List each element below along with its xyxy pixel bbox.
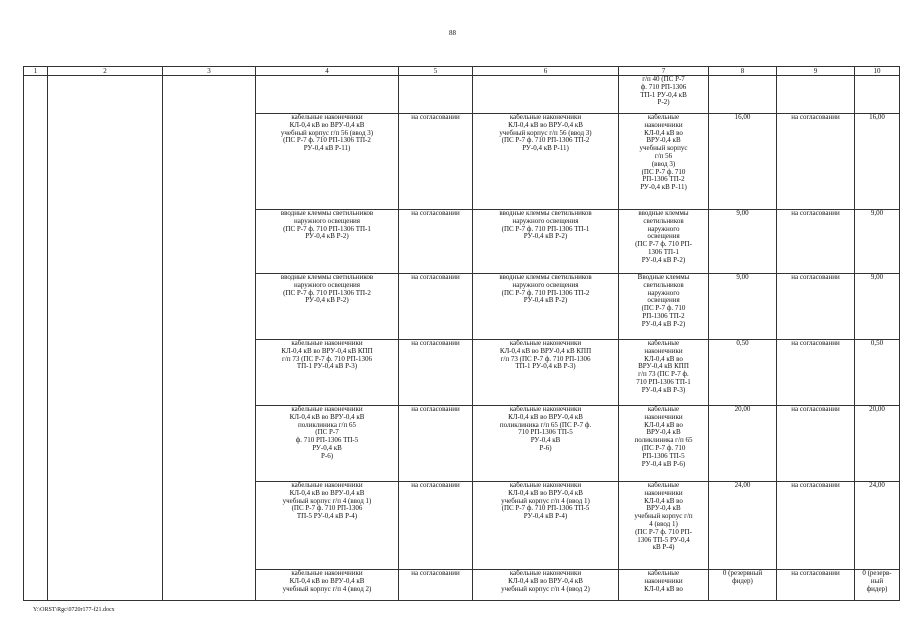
table-cell-col2 (48, 76, 163, 601)
column-number: 7 (619, 67, 709, 76)
table-cell-col4: вводные клеммы светильников наружного освещения (ПС Р-7 ф. 710 РП-1306 ТП-1 РУ-0,4 кВ Р-2) (256, 210, 399, 274)
table-cell-col6: вводные клеммы светильников наружного освещения (ПС Р-7 ф. 710 РП-1306 ТП-1 РУ-0,4 кВ Р-2) (473, 210, 619, 274)
column-number: 9 (777, 67, 855, 76)
table-cell-col10: 0,50 (855, 340, 900, 406)
table-cell-col10: 24,00 (855, 482, 900, 570)
table-cell-col6: кабельные наконечники КЛ-0,4 кВ во ВРУ-0,4 кВ учебный корпус г/п 4 (ввод 1) (ПС Р-7 ф. 710 РП-1306 ТП-5 РУ-0,4 кВ Р-4) (473, 482, 619, 570)
table-cell-col9: на согласовании (777, 482, 855, 570)
table-cell-col8: 0,50 (709, 340, 777, 406)
table-cell-col6 (473, 76, 619, 114)
table-cell-col10: 9,00 (855, 274, 900, 340)
table-cell-col5: на согласовании (399, 340, 473, 406)
table-cell-col6: кабельные наконечники КЛ-0,4 кВ во ВРУ-0,4 кВ КПП г/п 73 (ПС Р-7 ф. 710 РП-1306 ТП-1 РУ-0,4 кВ Р-3) (473, 340, 619, 406)
table-cell-col5: на согласовании (399, 274, 473, 340)
table-cell-col4: кабельные наконечники КЛ-0,4 кВ во ВРУ-0,4 кВ КПП г/п 73 (ПС Р-7 ф. 710 РП-1306 ТП-1 РУ-0,4 кВ Р-3) (256, 340, 399, 406)
table-cell-col7: вводные клеммы светильников наружного освещения (ПС Р-7 ф. 710 РП- 1306 ТП-1 РУ-0,4 кВ Р-2) (619, 210, 709, 274)
table-cell-col6: кабельные наконечники КЛ-0,4 кВ во ВРУ-0,4 кВ учебный корпус г/п 4 (ввод 2) (473, 570, 619, 601)
column-number: 3 (163, 67, 256, 76)
table-cell-col6: вводные клеммы светильников наружного освещения (ПС Р-7 ф. 710 РП-1306 ТП-2 РУ-0,4 кВ Р-2) (473, 274, 619, 340)
table-cell-col9: на согласовании (777, 406, 855, 482)
table-cell-col1 (24, 76, 48, 601)
table-cell-col8: 20,00 (709, 406, 777, 482)
table-cell-col5 (399, 76, 473, 114)
table-cell-col4: вводные клеммы светильников наружного освещения (ПС Р-7 ф. 710 РП-1306 ТП-2 РУ-0,4 кВ Р-2) (256, 274, 399, 340)
column-number: 8 (709, 67, 777, 76)
table-cell-col8: 9,00 (709, 210, 777, 274)
table-cell-col7: кабельные наконечники КЛ-0,4 кВ во ВРУ-0,4 кВ учебный корпус г/п 4 (ввод 1) (ПС Р-7 ф. 710 РП- 1306 ТП-5 РУ-0,4 кВ Р-4) (619, 482, 709, 570)
table-cell-col9: на согласовании (777, 340, 855, 406)
table-cell-col9: на согласовании (777, 114, 855, 210)
table-cell-col7: кабельные наконечники КЛ-0,4 кВ во (619, 570, 709, 601)
table-cell-col6: кабельные наконечники КЛ-0,4 кВ во ВРУ-0,4 кВ учебный корпус г/п 56 (ввод 3) (ПС Р-7 ф. 710 РП-1306 ТП-2 РУ-0,4 кВ Р-11) (473, 114, 619, 210)
table-cell-col8 (709, 76, 777, 114)
table-cell-col8: 0 (резервный фидер) (709, 570, 777, 601)
column-number: 2 (48, 67, 163, 76)
table-cell-col7: кабельные наконечники КЛ-0,4 кВ во ВРУ-0,4 кВ учебный корпус г/п 56 (ввод 3) (ПС Р-7 ф. 710 РП-1306 ТП-2 РУ-0,4 кВ Р-11) (619, 114, 709, 210)
column-number-row (24, 67, 900, 76)
data-table (23, 66, 900, 601)
table-cell-col7: кабельные наконечники КЛ-0,4 кВ во ВРУ-0,4 кВ КПП г/п 73 (ПС Р-7 ф. 710 РП-1306 ТП-1 РУ-0,4 кВ Р-3) (619, 340, 709, 406)
column-number: 5 (399, 67, 473, 76)
table-cell-col10: 0 (резерв- ный фидер) (855, 570, 900, 601)
table-cell-col4: кабельные наконечники КЛ-0,4 кВ во ВРУ-0,4 кВ учебный корпус г/п 4 (ввод 1) (ПС Р-7 ф. 710 РП-1306 ТП-5 РУ-0,4 кВ Р-4) (256, 482, 399, 570)
table-cell-col3 (163, 76, 256, 601)
table-cell-col7: г/п 40 (ПС Р-7 ф. 710 РП-1306 ТП-1 РУ-0,4 кВ Р-2) (619, 76, 709, 114)
table-cell-col10: 9,00 (855, 210, 900, 274)
column-number: 1 (24, 67, 48, 76)
table-cell-col4: кабельные наконечники КЛ-0,4 кВ во ВРУ-0,4 кВ учебный корпус г/п 4 (ввод 2) (256, 570, 399, 601)
table-cell-col8: 9,00 (709, 274, 777, 340)
table-cell-col9: на согласовании (777, 570, 855, 601)
table-cell-col5: на согласовании (399, 210, 473, 274)
table-cell-col8: 24,00 (709, 482, 777, 570)
table-cell-col10: 20,00 (855, 406, 900, 482)
column-number: 4 (256, 67, 399, 76)
page-number: 88 (449, 29, 456, 37)
table-cell-col9: на согласовании (777, 210, 855, 274)
column-number: 6 (473, 67, 619, 76)
table-cell-col5: на согласовании (399, 570, 473, 601)
table-cell-col10: 16,00 (855, 114, 900, 210)
footer-file-path: Y:\ORST\Rgc\0720r177-f21.docx (33, 607, 115, 613)
table-cell-col9 (777, 76, 855, 114)
table-cell-col7: Вводные клеммы светильников наружного освещения (ПС Р-7 ф. 710 РП-1306 ТП-2 РУ-0,4 кВ Р-2) (619, 274, 709, 340)
table-cell-col4: кабельные наконечники КЛ-0,4 кВ во ВРУ-0,4 кВ поликлиника г/п 65 (ПС Р-7 ф. 710 РП-1306 ТП-5 РУ-0,4 кВ Р-6) (256, 406, 399, 482)
table-row (24, 76, 900, 114)
table-cell-col4 (256, 76, 399, 114)
column-number: 10 (855, 67, 900, 76)
table-cell-col5: на согласовании (399, 114, 473, 210)
table-cell-col8: 16,00 (709, 114, 777, 210)
table-cell-col9: на согласовании (777, 274, 855, 340)
table-cell-col5: на согласовании (399, 482, 473, 570)
table-cell-col5: на согласовании (399, 406, 473, 482)
table-cell-col7: кабельные наконечники КЛ-0,4 кВ во ВРУ-0,4 кВ поликлиника г/п 65 (ПС Р-7 ф. 710 РП-1306 ТП-5 РУ-0,4 кВ Р-6) (619, 406, 709, 482)
table-cell-col4: кабельные наконечники КЛ-0,4 кВ во ВРУ-0,4 кВ учебный корпус г/п 56 (ввод 3) (ПС Р-7 ф. 710 РП-1306 ТП-2 РУ-0,4 кВ Р-11) (256, 114, 399, 210)
table-cell-col6: кабельные наконечники КЛ-0,4 кВ во ВРУ-0,4 кВ поликлиника г/п 65 (ПС Р-7 ф. 710 РП-1306 ТП-5 РУ-0,4 кВ Р-6) (473, 406, 619, 482)
table-cell-col10 (855, 76, 900, 114)
